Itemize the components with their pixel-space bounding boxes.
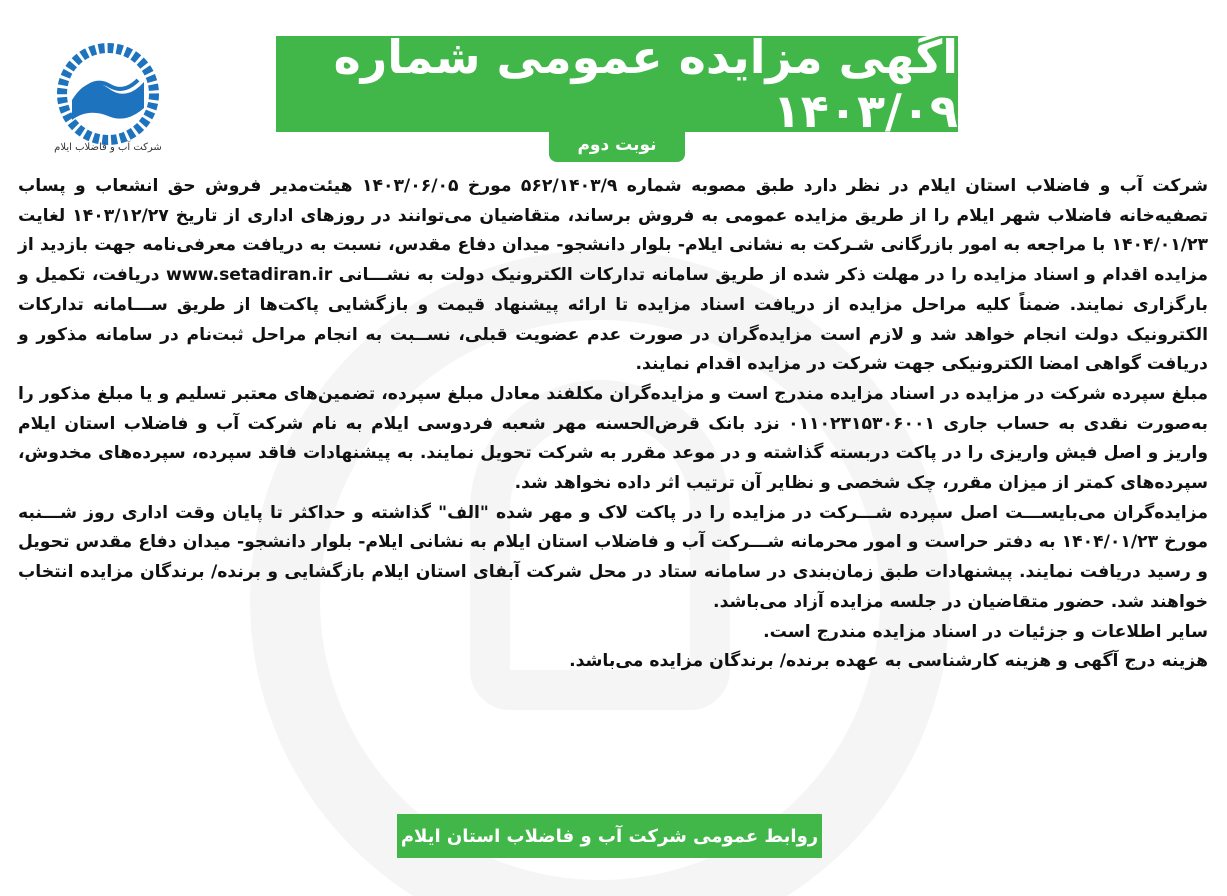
setadiran-url: www.setadiran.ir bbox=[166, 265, 333, 286]
paragraph-1-part-a: شرکت آب و فاضلاب استان ایلام در نظر دارد طبق مصوبه شماره ۵۶۲/۱۴۰۳/۹ مورخ ۱۴۰۳/۰۶/۰۵ هیئت‌مدیر فروش حق انشعاب و پساب تصفیه‌خانه فاضلاب شهر ایلام را از طریق مزایده عمومی به فروش برساند، متقاضیان می‌توانند در روزهای اداری از تاریخ ۱۴۰۳/۱۲/۲۷ لغایت ۱۴۰۴/۰۱/۲۳ با مراجعه به امور بازرگانی شـرکت به نشانی ایلام- بلوار دانشجو- میدان دفاع مقدس، نسبت به دریافت معرفی‌نامه جهت بازدید از مزایده اقدام و اسناد مزایده را در مهلت ذکر شده از طریق سامانه تدارکات الکترونیک دولت به نشـــانی bbox=[18, 176, 1209, 286]
paragraph-2: مبلغ سپرده شرکت در مزایده در اسناد مزایده مندرج است و مزایده‌گران مکلفند معادل مبلغ سپرده، تضمین‌های معتبر تسلیم و یا مبلغ مذکور را به‌صورت نقدی به حساب جاری ۰۱۱۰۲۳۱۵۳۰۶۰۰۱ نزد بانک قرض‌الحسنه مهر شعبه فردوسی ایلام به نام شرکت آب و فاضلاب استان ایلام واریز و اصل فیش واریزی را در پاکت دربسته گذاشته و در موعد مقرر به شرکت تحویل نمایند. به پیشنهادات فاقد سپرده، سپرده‌های مخدوش، سپرده‌های کمتر از میزان مقرر، چک شخصی و نظایر آن ترتیب اثر داده نخواهد شد. bbox=[18, 383, 1208, 494]
round-label: نوبت دوم bbox=[577, 135, 657, 155]
paragraph-3: مزایده‌گران می‌بایســـت اصل سپرده شـــرکت در مزایده را در پاکت لاک و مهر شده "الف" گذاشته و حداکثر تا پایان وقت اداری روز شـــنبه مورخ ۱۴۰۴/۰۱/۲۳ به دفتر حراست و امور محرمانه شـــرکت آب و فاضلاب استان ایلام به نشانی ایلام- بلوار دانشجو- میدان دفاع مقدس تحویل و رسید دریافت نمایند. پیشنهادات طبق زمان‌بندی در سامانه ستاد در محل شرکت آبفای استان ایلام بازگشایی و برنده/ برندگان مزایده انتخاب خواهند شد. حضور متقاضیان در جلسه مزایده آزاد می‌باشد. bbox=[18, 502, 1208, 612]
paragraph-4: سایر اطلاعات و جزئیات در اسناد مزایده مندرج است. bbox=[763, 621, 1208, 642]
paragraph-5: هزینه درج آگهی و هزینه کارشناسی به عهده برنده/ برندگان مزایده می‌باشد. bbox=[569, 651, 1208, 672]
notice-title: آگهی مزایده عمومی شماره ۱۴۰۳/۰۹ bbox=[333, 30, 958, 138]
paragraph-1 bbox=[18, 172, 1208, 380]
footer-label: روابط عمومی شرکت آب و فاضلاب استان ایلام bbox=[400, 825, 819, 847]
footer-banner bbox=[397, 814, 822, 858]
logo-caption: شرکت آب و فاضلاب ایلام bbox=[54, 142, 162, 153]
paragraph-1-part-b: دریافت، تکمیل و بارگزاری نمایند. ضمناً کلیه مراحل مزایده از دریافت اسناد مزایده تا ارائه پیشنهاد قیمت و بازگشایی پاکت‌ها از طریق ســـامانه تدارکات الکترونیک دولت انجام خواهد شد و لازم است مزایده‌گران در صورت عدم عضویت قبلی، نســبت به انجام مراحل ثبت‌نام در سامانه مذکور و دریافت گواهی امضا الکترونیکی جهت شرکت در مزایده اقدام نمایند. bbox=[18, 265, 1208, 375]
round-badge bbox=[549, 128, 685, 162]
notice-title-banner bbox=[276, 30, 958, 138]
notice-body bbox=[18, 172, 1208, 677]
